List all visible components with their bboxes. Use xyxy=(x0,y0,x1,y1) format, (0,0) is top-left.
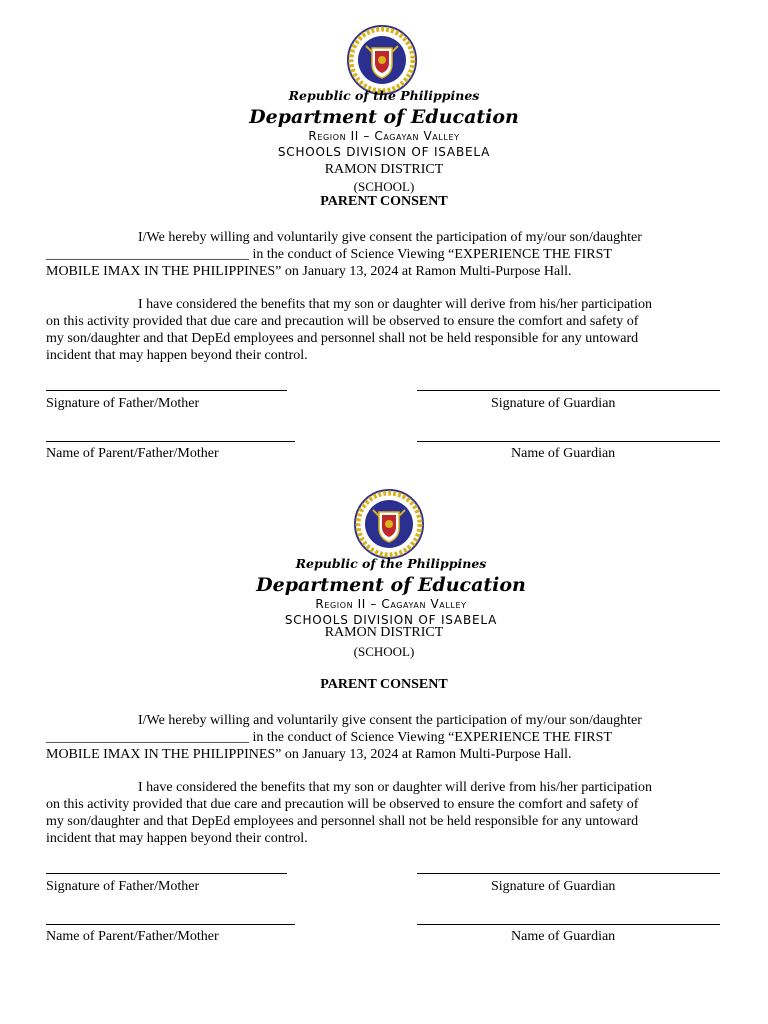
benefits-paragraph xyxy=(46,296,722,364)
consent-text-line: _____________________________ in the conduct of Science Viewing “EXPERIENCE THE FIRST xyxy=(46,730,612,745)
parent-signature-label: Signature of Father/Mother xyxy=(46,879,200,894)
parent-name-label: Name of Parent/Father/Mother xyxy=(46,929,219,944)
consent-text-line: I/We hereby willing and voluntarily give consent the participation of my/our son/daughter xyxy=(138,230,642,245)
republic-line: Republic of the Philippines xyxy=(295,556,487,571)
guardian-name-line[interactable] xyxy=(417,441,720,442)
benefits-text-line: incident that may happen beyond their control. xyxy=(46,831,308,846)
consent-paragraph xyxy=(46,229,722,280)
consent-text-line: MOBILE IMAX IN THE PHILIPPINES” on January 13, 2024 at Ramon Multi-Purpose Hall. xyxy=(46,264,572,279)
benefits-text-line: on this activity provided that due care and precaution will be observed to ensure the comfort and safety of xyxy=(46,314,639,329)
guardian-name-line[interactable] xyxy=(417,924,720,925)
benefits-text-line: I have considered the benefits that my son or daughter will derive from his/her participation xyxy=(138,297,652,312)
division-line: SCHOOLS DIVISION OF ISABELA xyxy=(277,145,491,159)
parent-name-line[interactable] xyxy=(46,441,295,442)
guardian-signature-line[interactable] xyxy=(417,390,720,391)
consent-text-line: I/We hereby willing and voluntarily give consent the participation of my/our son/daughter xyxy=(138,713,642,728)
parent-signature-line[interactable] xyxy=(46,873,287,874)
district-line: RAMON DISTRICT xyxy=(324,625,444,640)
republic-line: Republic of the Philippines xyxy=(288,88,480,103)
parent-signature-line[interactable] xyxy=(46,390,287,391)
deped-seal-icon xyxy=(353,488,425,560)
school-line: (SCHOOL) xyxy=(353,644,415,659)
district-line: RAMON DISTRICT xyxy=(324,162,444,177)
consent-paragraph xyxy=(46,712,722,763)
department-line: Department of Education xyxy=(249,106,519,128)
parent-name-line[interactable] xyxy=(46,924,295,925)
guardian-signature-label: Signature of Guardian xyxy=(491,396,616,411)
region-line: Region II – Cagayan Valley xyxy=(308,129,460,143)
benefits-text-line: on this activity provided that due care and precaution will be observed to ensure the comfort and safety of xyxy=(46,797,639,812)
region-line: Region II – Cagayan Valley xyxy=(315,597,467,611)
benefits-text-line: my son/daughter and that DepEd employees and personnel shall not be held responsible for any untoward xyxy=(46,331,639,346)
form-title: PARENT CONSENT xyxy=(320,677,448,692)
benefits-paragraph xyxy=(46,779,722,847)
parent-name-label: Name of Parent/Father/Mother xyxy=(46,446,219,461)
school-line: (SCHOOL) xyxy=(353,179,415,194)
benefits-text-line: incident that may happen beyond their control. xyxy=(46,348,308,363)
consent-text-line: MOBILE IMAX IN THE PHILIPPINES” on January 13, 2024 at Ramon Multi-Purpose Hall. xyxy=(46,747,572,762)
benefits-text-line: I have considered the benefits that my son or daughter will derive from his/her participation xyxy=(138,780,652,795)
deped-seal-icon xyxy=(346,24,418,96)
form-title: PARENT CONSENT xyxy=(320,194,448,209)
guardian-signature-line[interactable] xyxy=(417,873,720,874)
benefits-text-line: my son/daughter and that DepEd employees and personnel shall not be held responsible for any untoward xyxy=(46,814,639,829)
consent-text-line: _____________________________ in the conduct of Science Viewing “EXPERIENCE THE FIRST xyxy=(46,247,612,262)
guardian-name-label: Name of Guardian xyxy=(511,446,616,461)
guardian-name-label: Name of Guardian xyxy=(511,929,616,944)
division-line: SCHOOLS DIVISION OF ISABELA xyxy=(284,613,498,627)
department-line: Department of Education xyxy=(256,574,526,596)
parent-signature-label: Signature of Father/Mother xyxy=(46,396,200,411)
guardian-signature-label: Signature of Guardian xyxy=(491,879,616,894)
